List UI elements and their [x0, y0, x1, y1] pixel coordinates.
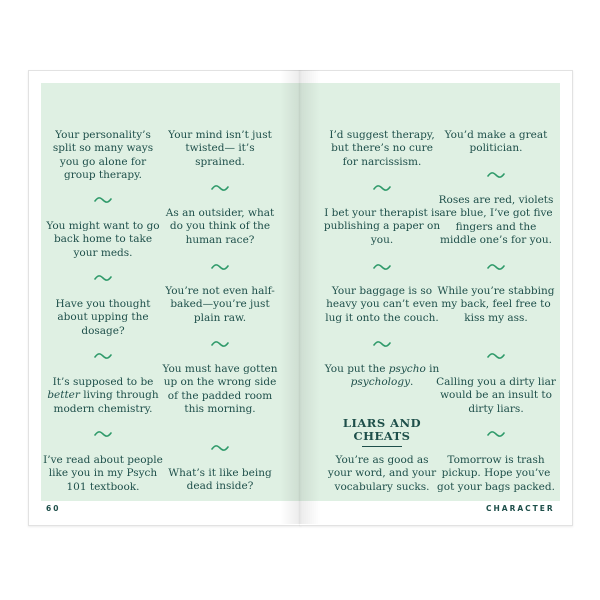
- insult-text: As an outsider, what do you think of the human race?: [165, 207, 275, 246]
- squiggle-icon: [94, 353, 112, 359]
- squiggle-icon: [211, 264, 229, 270]
- insult-text: You must have gotten up on the wrong side of the padded room this morning.: [162, 363, 278, 415]
- insult-text: Your personality’s split so many ways you go alone for group therapy.: [52, 129, 154, 181]
- insult-text: I’ve read about people like you in my Psych 101 textbook.: [43, 454, 163, 493]
- section-heading: [332, 417, 432, 443]
- squiggle-icon: [94, 197, 112, 203]
- insult-text: While you’re stabbing my back, feel free to kiss my ass.: [437, 285, 555, 324]
- squiggle-icon: [487, 264, 505, 270]
- insult-text: You’re as good as your word, and your vocabulary sucks.: [327, 454, 437, 493]
- insult-text: Have you thought about upping the dosage?: [55, 298, 151, 337]
- insult-text: You’re not even half-baked—you’re just plain raw.: [165, 285, 275, 324]
- insult-text: I’d suggest therapy, but there’s no cure for narcissism.: [329, 129, 435, 168]
- insult-text: Roses are red, violets are blue, I’ve got five fingers and the middle one’s for you.: [438, 194, 554, 246]
- section-heading-line1: LIARS AND: [342, 416, 422, 430]
- insult-text: Calling you a dirty liar would be an insult to dirty liars.: [436, 376, 556, 415]
- insult-text-psycho: You put the psycho in psychology.: [324, 363, 440, 389]
- squiggle-icon: [211, 445, 229, 451]
- insult-text: Your mind isn’t just twisted— it’s sprained.: [168, 129, 272, 168]
- insult-text: Tomorrow is trash pickup. Hope you’ve got your bags packed.: [437, 454, 555, 493]
- squiggle-icon: [373, 264, 391, 270]
- insult-text: You might want to go back home to take your meds.: [46, 220, 160, 259]
- squiggle-icon: [487, 172, 505, 178]
- heading-underline: [362, 446, 402, 447]
- insult-text: Your baggage is so heavy you can’t even lug it onto the couch.: [325, 285, 439, 324]
- running-footer: CHARACTER: [486, 504, 555, 513]
- section-heading-line2: CHEATS: [353, 429, 411, 443]
- insult-text: What’s it like being dead inside?: [168, 467, 272, 493]
- squiggle-icon: [373, 185, 391, 191]
- insult-text: It’s supposed to be better living through modern chemistry.: [47, 376, 159, 415]
- squiggle-icon: [487, 353, 505, 359]
- squiggle-icon: [487, 431, 505, 437]
- squiggle-icon: [373, 341, 391, 347]
- page-number: 60: [46, 504, 61, 513]
- insult-text: You’d make a great politician.: [444, 129, 548, 155]
- squiggle-icon: [94, 431, 112, 437]
- squiggle-icon: [94, 275, 112, 281]
- squiggle-icon: [211, 341, 229, 347]
- insult-text: I bet your therapist is publishing a paper on you.: [323, 207, 441, 246]
- squiggle-icon: [211, 185, 229, 191]
